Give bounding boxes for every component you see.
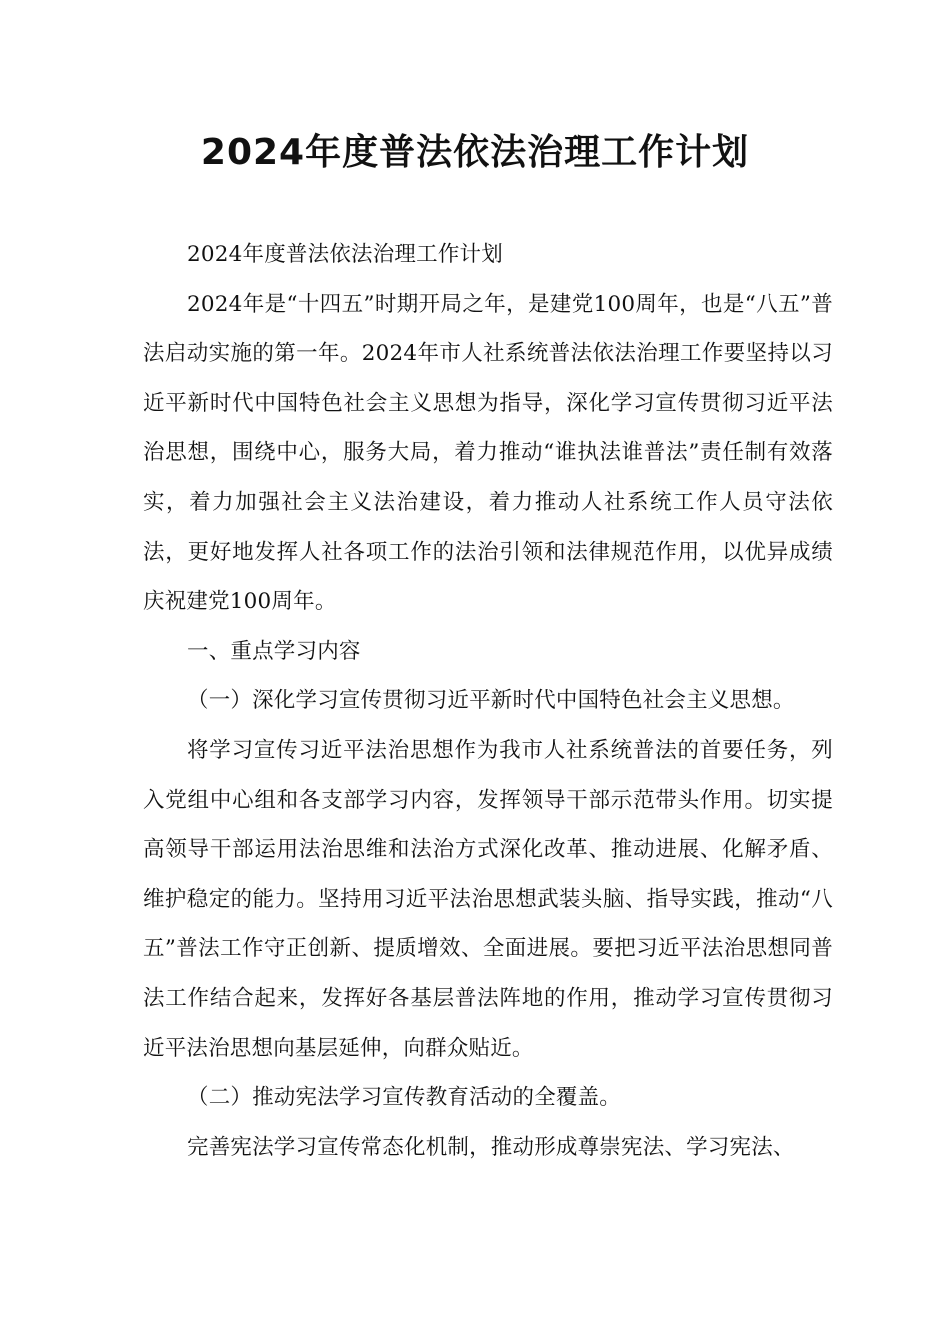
subheading-2: （二）推动宪法学习宣传教育活动的全覆盖。 (187, 1085, 622, 1111)
subheading-1: （一）深化学习宣传贯彻习近平新时代中国特色社会主义思想。 (187, 688, 795, 714)
paragraph-subtitle: 2024年度普法依法治理工作计划 (187, 242, 503, 267)
paragraph-intro: 2024年是“十四五”时期开局之年，是建党100周年，也是“八五”普法启动实施的第一年。2024年市人社系统普法依法治理工作要坚持以习近平新时代中国特色社会主义思想为指导，深化学习宣传贯彻习近平法治思想，围绕中心，服务大局，着力推动“谁执法谁普法”责任制有效落实，着力加强社会主义法治建设，着力推动人社系统工作人员守法依法，更好地发挥人社各项工作的法治引领和法律规范作用，以优异成绩庆祝建党100周年。 (143, 291, 833, 615)
document-body (143, 230, 833, 1172)
paragraph-section-1-2: 完善宪法学习宣传常态化机制，推动形成尊崇宪法、学习宪法、 (187, 1134, 795, 1160)
paragraph-section-1-1: 将学习宣传习近平法治思想作为我市人社系统普法的首要任务，列入党组中心组和各支部学习内容，发挥领导干部示范带头作用。切实提高领导干部运用法治思维和法治方式深化改革、推动进展、化解矛盾、维护稳定的能力。坚持用习近平法治思想武装头脑、指导实践，推动“八五”普法工作守正创新、提质增效、全面进展。要把习近平法治思想同普法工作结合起来，发挥好各基层普法阵地的作用，推动学习宣传贯彻习近平法治思想向基层延伸，向群众贴近。 (143, 737, 833, 1061)
document-title: 2024年度普法依法治理工作计划 (200, 132, 750, 173)
heading-section-1: 一、重点学习内容 (187, 638, 361, 664)
